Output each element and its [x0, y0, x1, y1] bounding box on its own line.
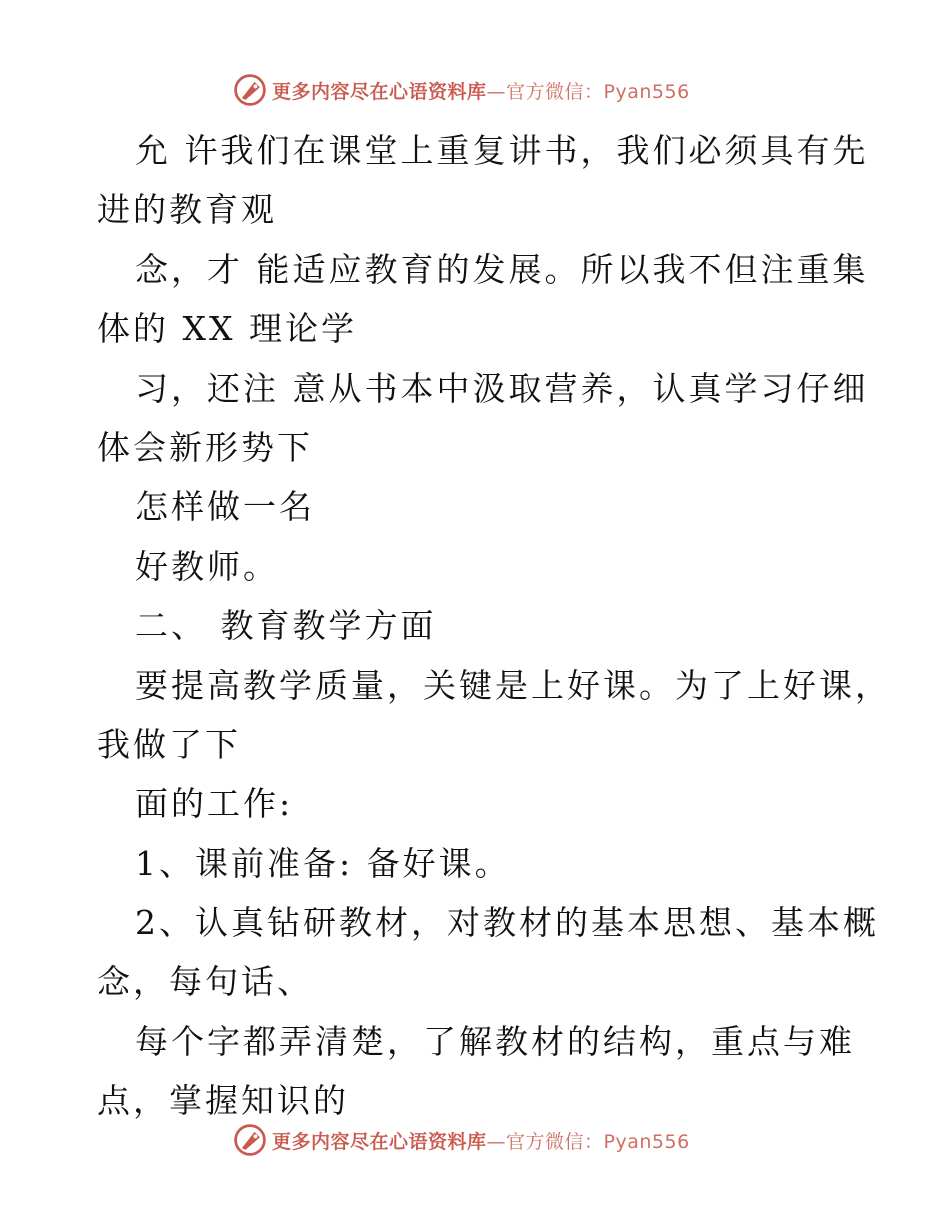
body-line: 面的工作:: [135, 784, 294, 824]
body-line: 点，掌握知识的: [97, 1081, 349, 1121]
body-line: 我做了下: [97, 724, 241, 764]
body-line: 要提高教学质量，关键是上好课。为了上好课，: [135, 665, 891, 705]
header-site-text: 更多内容尽在心语资料库: [272, 80, 487, 103]
header-wechat-text: —官方微信：Pyan556: [486, 80, 690, 103]
section-heading: 二、 教育教学方面: [135, 606, 437, 646]
body-line: 好教师。: [135, 546, 279, 586]
body-line: 念，每句话、: [97, 962, 313, 1002]
footer-wechat-text: —官方微信：Pyan556: [486, 1130, 690, 1153]
body-line: 体会新形势下: [97, 427, 313, 467]
header-banner: [232, 70, 752, 110]
body-line: 怎样做一名: [135, 487, 315, 527]
body-line: 允 许我们在课堂上重复讲书，我们必须具有先: [135, 131, 869, 170]
body-line: 进的教育观: [97, 190, 277, 230]
list-item: 2、认真钻研教材，对教材的基本思想、基本概: [135, 903, 879, 943]
pen-nib-logo-icon: [232, 1122, 268, 1158]
body-line: 念，才 能适应教育的发展。所以我不但注重集: [135, 249, 869, 289]
body-line: 体的 XX 理论学: [97, 309, 357, 349]
document-body: [97, 121, 891, 1131]
footer-site-text: 更多内容尽在心语资料库: [272, 1130, 487, 1153]
body-line: 每个字都弄清楚，了解教材的结构，重点与难: [135, 1021, 855, 1061]
list-item: 1、课前准备: 备好课。: [135, 843, 511, 883]
pen-nib-logo-icon: [232, 72, 268, 108]
footer-banner: [232, 1120, 752, 1160]
body-line: 习，还注 意从书本中汲取营养，认真学习仔细: [135, 368, 869, 408]
